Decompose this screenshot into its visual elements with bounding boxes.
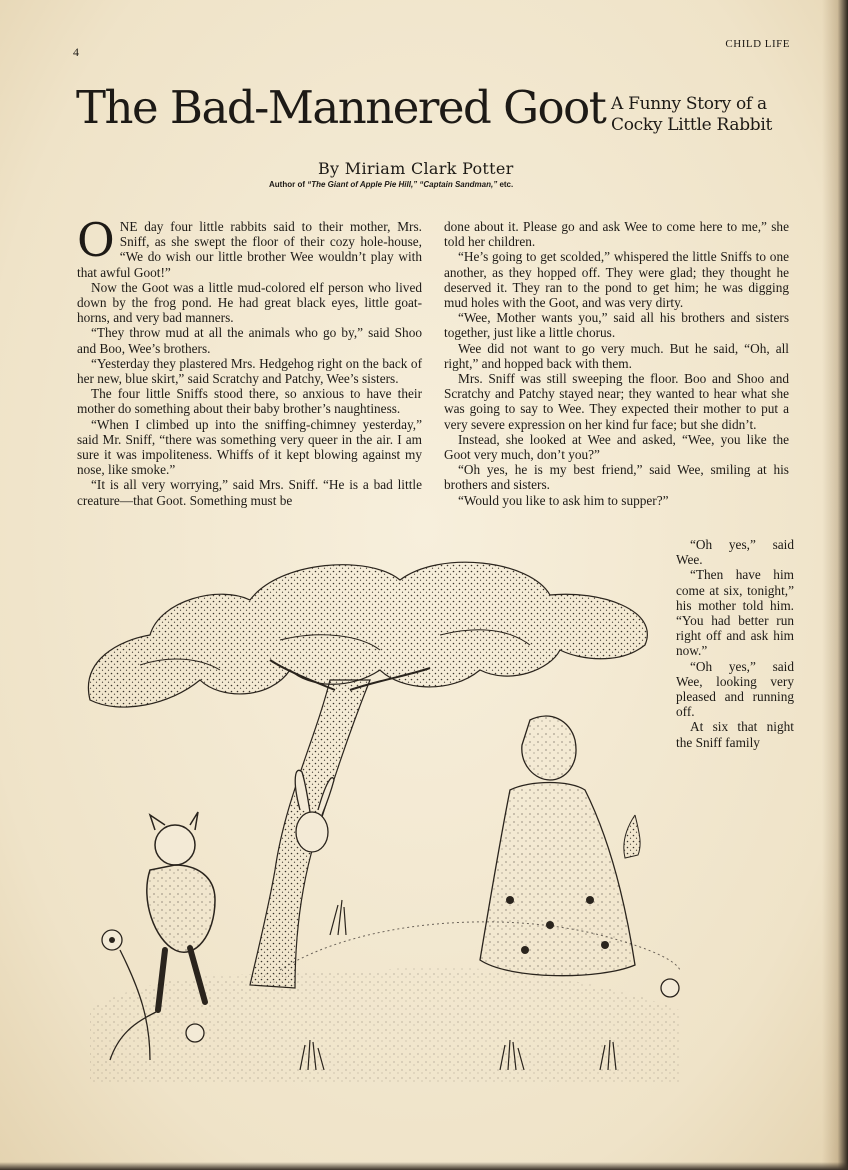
credit-prefix: Author of: [269, 180, 305, 189]
paragraph: At six that night the Sniff family: [676, 719, 794, 750]
paragraph: [77, 213, 422, 280]
paragraph: Now the Goot was a little mud-colored elf person who lived down by the frog pond. He had great black eyes, little goat-horns, and very bad manners.: [77, 279, 422, 326]
paragraph: “They throw mud at all the animals who go by,” said Shoo and Boo, Wee’s brothers.: [77, 325, 422, 356]
paragraph: “It is all very worrying,” said Mrs. Sniff. “He is a bad little creature—that Goot. Something must be: [77, 477, 422, 508]
paragraph: Instead, she looked at Wee and asked, “Wee, you like the Goot very much, don’t you?”: [444, 431, 789, 463]
credit-book-1: “The Giant of Apple Pie Hill,”: [307, 180, 418, 189]
author-byline: By Miriam Clark Potter: [318, 159, 514, 178]
story-subtitle: [611, 94, 801, 136]
author-credit: [269, 180, 513, 189]
subtitle-line-1: A Funny Story of a: [611, 94, 767, 114]
story-title: The Bad-Mannered Goot: [76, 81, 606, 134]
story-illustration-icon: [80, 540, 680, 1095]
paragraph: “Oh yes,” said Wee.: [676, 537, 794, 568]
paragraph: done about it. Please go and ask Wee to come here to me,” she told her children.: [444, 219, 789, 250]
story-column-right: [444, 219, 789, 508]
credit-book-2: “Captain Sandman,”: [419, 180, 498, 189]
credit-suffix: etc.: [499, 180, 514, 189]
story-column-narrow: [676, 537, 794, 750]
paragraph-text: NE day four little rabbits said to their mother, Mrs. Sniff, as she swept the floor of their cozy hole-house, “We do wish our little brother Wee wouldn’t play with that awful Goot!”: [77, 219, 422, 280]
magazine-name: CHILD LIFE: [725, 38, 790, 50]
page-number: 4: [73, 45, 79, 59]
paragraph: “Wee, Mother wants you,” said all his brothers and sisters together, just like a little chorus.: [444, 310, 789, 341]
paragraph: Wee did not want to go very much. But he said, “Oh, all right,” and hopped back with them.: [444, 340, 789, 371]
paragraph: The four little Sniffs stood there, so anxious to have their mother do something about their baby brother’s naughtiness.: [77, 386, 422, 417]
paragraph: Mrs. Sniff was still sweeping the floor. Boo and Shoo and Scratchy and Patchy stayed near; they wanted to hear what she was going to say to Wee. They expected their mother to put a very severe expression on her kind fur face; but she didn’t.: [444, 371, 789, 432]
page-bottom-shadow: [0, 1162, 848, 1170]
paragraph: “Yesterday they plastered Mrs. Hedgehog right on the back of her new, blue skirt,” said Scratchy and Patchy, Wee’s sisters.: [77, 355, 422, 387]
paragraph: “Would you like to ask him to supper?”: [458, 492, 669, 508]
paragraph: “When I climbed up into the sniffing-chimney yesterday,” said Mr. Sniff, “there was something very queer in the air. I am sure it was impoliteness. Whiffs of it kept blowing against my nose, like smoke.”: [77, 416, 422, 478]
drop-cap: O: [77, 213, 115, 267]
mrs-hedgehog: [480, 716, 640, 976]
paragraph: “Oh yes, he is my best friend,” said Wee, smiling at his brothers and sisters.: [444, 462, 789, 493]
subtitle-line-2: Cocky Little Rabbit: [611, 115, 773, 135]
story-column-left: [77, 213, 422, 508]
paragraph: “Then have him come at six, tonight,” his mother told him. “You had better run right off and ask him now.”: [676, 567, 794, 659]
page-edge-shadow: [822, 0, 848, 1170]
paragraph: “He’s going to get scolded,” whispered the little Sniffs to one another, as they hopped off. They were glad; they thought he deserved it. They ran to the pond to get him; he was digging mud holes with the Goot, and was very dirty.: [444, 249, 789, 311]
paragraph: “Oh yes,” said Wee, looking very pleased and running off.: [676, 658, 794, 720]
tree-trunk: [250, 660, 430, 988]
